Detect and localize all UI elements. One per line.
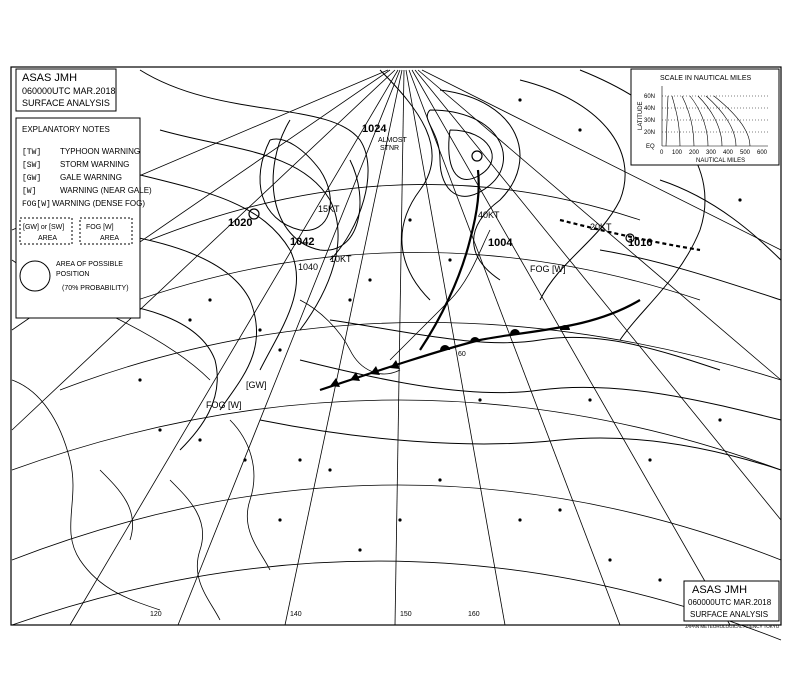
scale-box: [631, 69, 779, 165]
gale-warning-label: [GW]: [246, 380, 267, 390]
footer-line-2: 060000UTC MAR.2018: [688, 598, 772, 607]
legend-code-tw: [TW]: [22, 148, 42, 157]
legend-area-1-label: [GW] or [SW]: [23, 224, 65, 231]
fog-warning-label-2: FOG [W]: [530, 264, 566, 274]
header-line-3: SURFACE ANALYSIS: [22, 98, 110, 108]
legend-area-1-sub: AREA: [38, 235, 58, 242]
scale-lat-20n: 20N: [644, 130, 656, 136]
legend-text-fog: WARNING (DENSE FOG): [52, 199, 146, 208]
almost-label: ALMOST: [378, 137, 407, 144]
footer-line-3: SURFACE ANALYSIS: [690, 610, 769, 619]
legend-text-w: WARNING (NEAR GALE): [60, 186, 152, 195]
legend-text-gw: GALE WARNING: [60, 173, 122, 182]
speed-15kt: 15KT: [318, 204, 340, 214]
stnr-label: STNR: [380, 145, 400, 152]
legend-circle-text-2: POSITION: [56, 271, 90, 278]
speed-20kt: 20KT: [590, 222, 612, 232]
fronts: [320, 170, 700, 390]
speed-40kt: 40KT: [478, 210, 500, 220]
lat-60-label: 60: [458, 351, 466, 358]
legend-box: [16, 118, 152, 318]
legend-code-gw: [GW]: [22, 174, 42, 183]
legend-title: EXPLANATORY NOTES: [22, 125, 110, 134]
scale-nm-0: 0: [660, 150, 664, 156]
speed-10kt: 10KT: [330, 254, 352, 264]
footer-agency: JAPAN METEOROLOGICAL AGENCY TOKYO: [685, 624, 780, 629]
high-1042-label: 1042: [290, 236, 315, 248]
footer-line-1: ASAS JMH: [692, 584, 748, 596]
low-1004-label: 1004: [488, 237, 513, 249]
header-line-2: 060000UTC MAR.2018: [22, 86, 116, 96]
scale-title: SCALE IN NAUTICAL MILES: [660, 75, 752, 82]
scale-ylabel: LATITUDE: [638, 101, 644, 130]
scale-lat-eq: EQ: [646, 144, 655, 150]
lon-160-label: 160: [468, 611, 480, 618]
legend-text-sw: STORM WARNING: [60, 160, 130, 169]
scale-nm-100: 100: [672, 150, 683, 156]
stations: [138, 98, 741, 581]
legend-area-2-label: FOG [W]: [86, 224, 114, 231]
legend-circle-text-1: AREA OF POSSIBLE: [56, 261, 123, 268]
legend-text-tw: TYPHOON WARNING: [60, 147, 141, 156]
scale-nm-500: 500: [740, 150, 751, 156]
low-center-marker: [472, 151, 482, 161]
high-1016-label: 1016: [628, 237, 653, 249]
high-1040-label: 1040: [298, 262, 319, 272]
legend-code-fog: FOG[W]: [22, 200, 51, 209]
high-1020-label: 1020: [228, 217, 253, 229]
scale-lat-30n: 30N: [644, 118, 656, 124]
scale-lat-60n: 60N: [644, 94, 656, 100]
lon-150-label: 150: [400, 611, 412, 618]
high-1024-label: 1024: [362, 123, 387, 135]
scale-nm-400: 400: [723, 150, 734, 156]
scale-lat-40n: 40N: [644, 106, 656, 112]
lon-120-label: 120: [150, 611, 162, 618]
legend-area-2-sub: AREA: [100, 235, 120, 242]
lon-140-label: 140: [290, 611, 302, 618]
scale-nm-200: 200: [689, 150, 700, 156]
header-box: [16, 69, 116, 111]
legend-code-w: [W]: [22, 187, 37, 196]
fog-warning-label: FOG [W]: [206, 400, 242, 410]
legend-code-sw: [SW]: [22, 161, 42, 170]
scale-nm-300: 300: [706, 150, 717, 156]
scale-nm-600: 600: [757, 150, 768, 156]
pressure-centers: [150, 123, 652, 618]
legend-circle-text-3: (70% PROBABILITY): [62, 285, 129, 292]
front-symbols: [330, 325, 570, 387]
header-line-1: ASAS JMH: [22, 72, 78, 84]
scale-xlabel: NAUTICAL MILES: [696, 158, 746, 164]
